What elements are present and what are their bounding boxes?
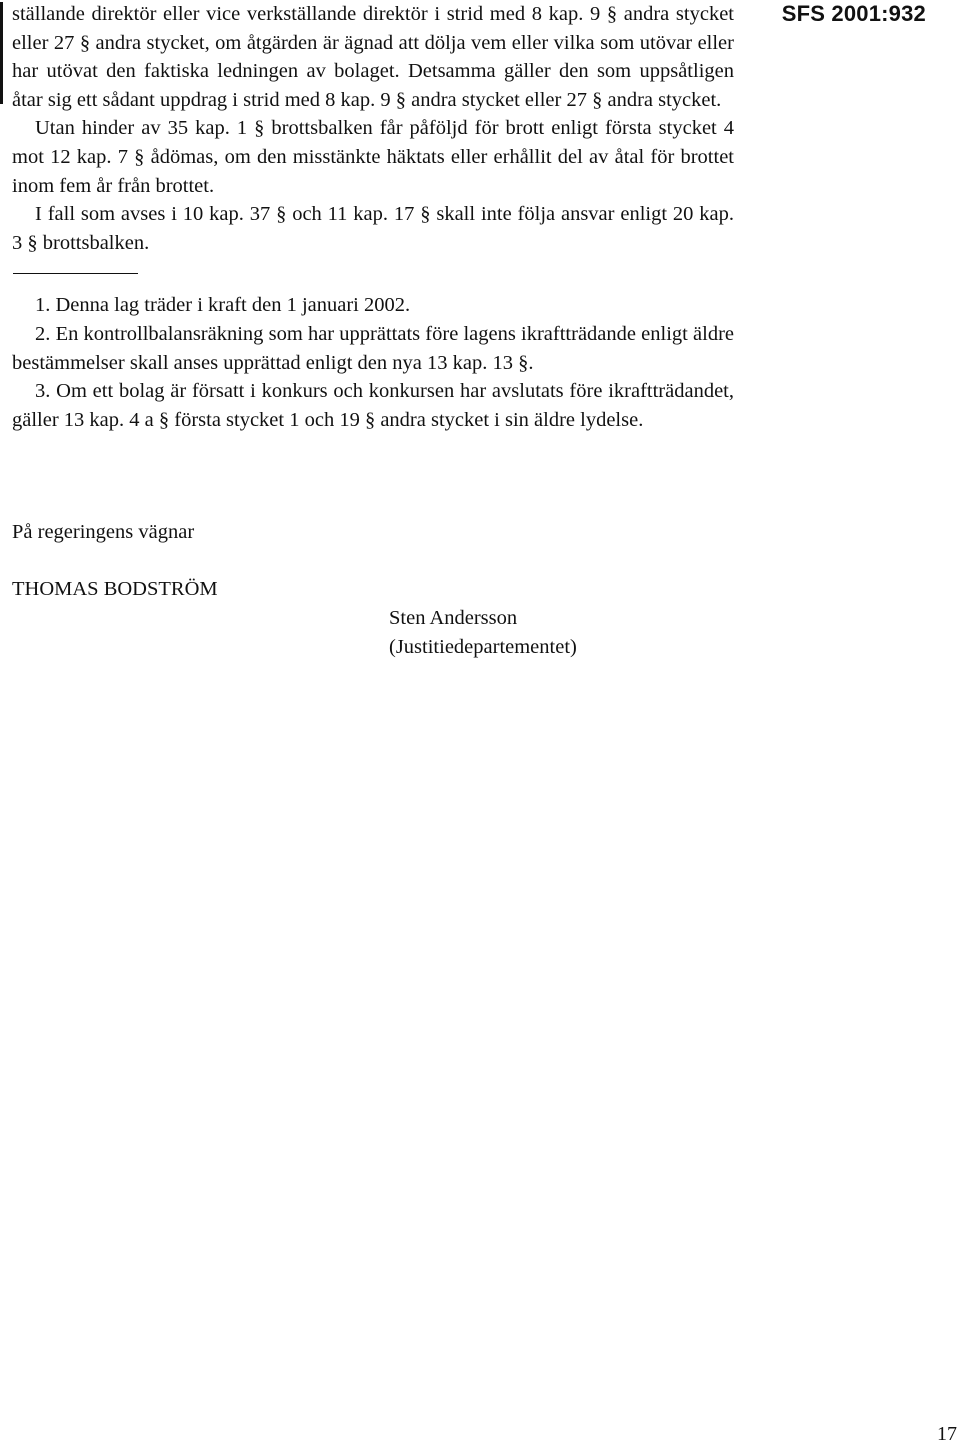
paragraph-exception: I fall som avses i 10 kap. 37 § och 11 kap. 17 § skall inte följa ansvar enligt 20 kap. 3 § brottsbalken. bbox=[12, 203, 734, 254]
on-behalf-line: På regeringens vägnar bbox=[12, 521, 195, 543]
ministry-name: (Justitiedepartementet) bbox=[389, 635, 577, 658]
sfs-number: SFS 2001:932 bbox=[781, 1, 926, 26]
page-number: 17 bbox=[937, 1423, 957, 1445]
provision-number: 3. bbox=[35, 380, 51, 403]
section-divider bbox=[13, 273, 138, 274]
change-marker-bar bbox=[0, 2, 3, 104]
paragraph-limitation: Utan hinder av 35 kap. 1 § brottsbalken får påföljd för brott enligt första stycket 4 mot 12 kap. 7 § ådömas, om den misstänkte häktats eller erhållit del av åtal för brottet inom fem år från brottet. bbox=[12, 117, 734, 197]
provision-text: Om ett bolag är försatt i konkurs och konkursen har avslutats före ikraftträdandet, gäller 13 kap. 4 a § första stycket 1 och 19 § andra stycket i sin äldre lydelse. bbox=[12, 380, 734, 431]
official-name: Sten Andersson bbox=[389, 607, 518, 629]
paragraph-continuation: ställande direktör eller vice verkställande direktör i strid med 8 kap. 9 § andra stycket eller 27 § andra stycket, om åtgärden är ägnad att dölja vem eller vilka som utövar eller har utövat den faktiska ledningen av bolaget. Detsamma gäller den som uppsåtligen åtar sig ett sådant uppdrag i strid med 8 kap. 9 § andra stycket eller 27 § andra stycket. bbox=[12, 3, 734, 111]
provision-number: 1. bbox=[35, 294, 51, 317]
transitional-provision-3 bbox=[12, 377, 734, 434]
provision-text: En kontrollbalansräkning som har upprättats före lagens ikraftträdande enligt äldre bestämmelser skall anses upprättad enligt den nya 13 kap. 13 §. bbox=[12, 322, 735, 374]
minister-name: THOMAS BODSTRÖM bbox=[12, 578, 218, 600]
ministry-signature bbox=[389, 604, 577, 661]
transitional-provision-2 bbox=[12, 320, 734, 377]
provision-number: 2. bbox=[35, 322, 51, 345]
provision-text: Denna lag träder i kraft den 1 januari 2002. bbox=[55, 294, 411, 317]
law-text bbox=[12, 0, 734, 434]
transitional-provision-1 bbox=[12, 291, 734, 320]
